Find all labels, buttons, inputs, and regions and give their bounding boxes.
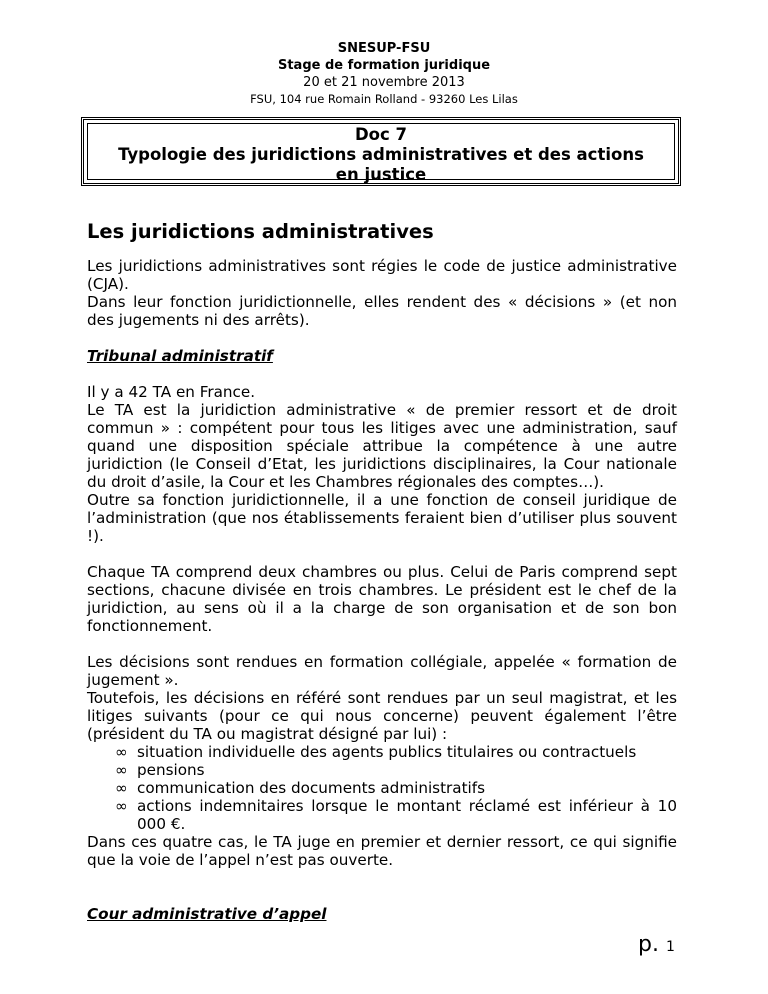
list-item: ∞ pensions — [115, 761, 205, 779]
subheading-tribunal: Tribunal administratif — [87, 347, 273, 365]
tribunal-paragraph-1: Il y a 42 TA en France. — [87, 383, 256, 401]
header-organization: SNESUP-FSU — [337, 41, 431, 56]
header-address: FSU, 104 rue Romain Rolland - 93260 Les Lilas — [250, 92, 518, 106]
page-prefix: p. — [638, 932, 659, 957]
tribunal-paragraph-3: Outre sa fonction juridictionnelle, il a une fonction de conseil juridique de l’administration (que nos établissements feraient bien d’utiliser plus souvent !). — [87, 491, 677, 545]
bullet-icon: ∞ — [115, 797, 128, 815]
header-stage: Stage de formation juridique — [277, 58, 491, 73]
subheading-cour: Cour administrative d’appel — [87, 905, 327, 923]
title-line-1: Typologie des juridictions administratives et des actions — [118, 145, 644, 164]
tribunal-paragraph-6: Toutefois, les décisions en référé sont rendues par un seul magistrat, et les litiges suivants (pour ce qui nous concerne) peuvent également l’être (président du TA ou magistrat désigné par lui) : — [87, 689, 677, 743]
tribunal-paragraph-4: Chaque TA comprend deux chambres ou plus. Celui de Paris comprend sept sections, chacune divisée en trois chambres. Le président est le chef de la juridiction, au sens où il a la charge de son organisation et de son bon fonctionnement. — [87, 563, 677, 635]
title-box — [81, 117, 681, 186]
header-date: 20 et 21 novembre 2013 — [303, 75, 465, 90]
document-header — [0, 40, 768, 108]
list-item: ∞ communication des documents administratifs — [115, 779, 486, 797]
bullet-icon: ∞ — [115, 743, 128, 761]
intro-paragraph-2: Dans leur fonction juridictionnelle, elles rendent des « décisions » (et non des jugements ni des arrêts). — [87, 293, 677, 329]
intro-paragraph-1: Les juridictions administratives sont régies le code de justice administrative (CJA). — [87, 257, 677, 293]
list-item: ∞ actions indemnitaires lorsque le montant réclamé est inférieur à 10 000 €. — [115, 797, 677, 833]
page-number — [638, 932, 675, 957]
section-heading: Les juridictions administratives — [87, 220, 434, 243]
title-line-2: en justice — [335, 165, 427, 184]
tribunal-paragraph-5: Les décisions sont rendues en formation collégiale, appelée « formation de jugement ». — [87, 653, 677, 689]
list-item: ∞ situation individuelle des agents publics titulaires ou contractuels — [115, 743, 637, 761]
bullet-icon: ∞ — [115, 761, 128, 779]
litigation-list — [87, 743, 677, 833]
tribunal-paragraph-2: Le TA est la juridiction administrative « de premier ressort et de droit commun » : compétent pour tous les litiges avec une administration, sauf quand une disposition spéciale attribue la compétence à une autre juridiction (le Conseil d’Etat, les juridictions disciplinaires, la Cour nationale du droit d’asile, la Cour et les Chambres régionales des comptes…). — [87, 401, 677, 491]
doc-number: Doc 7 — [354, 125, 408, 144]
page-number-value: 1 — [665, 939, 675, 955]
tribunal-paragraph-7: Dans ces quatre cas, le TA juge en premier et dernier ressort, ce qui signifie que la voie de l’appel n’est pas ouverte. — [87, 833, 677, 869]
document-body — [87, 257, 677, 923]
bullet-icon: ∞ — [115, 779, 128, 797]
